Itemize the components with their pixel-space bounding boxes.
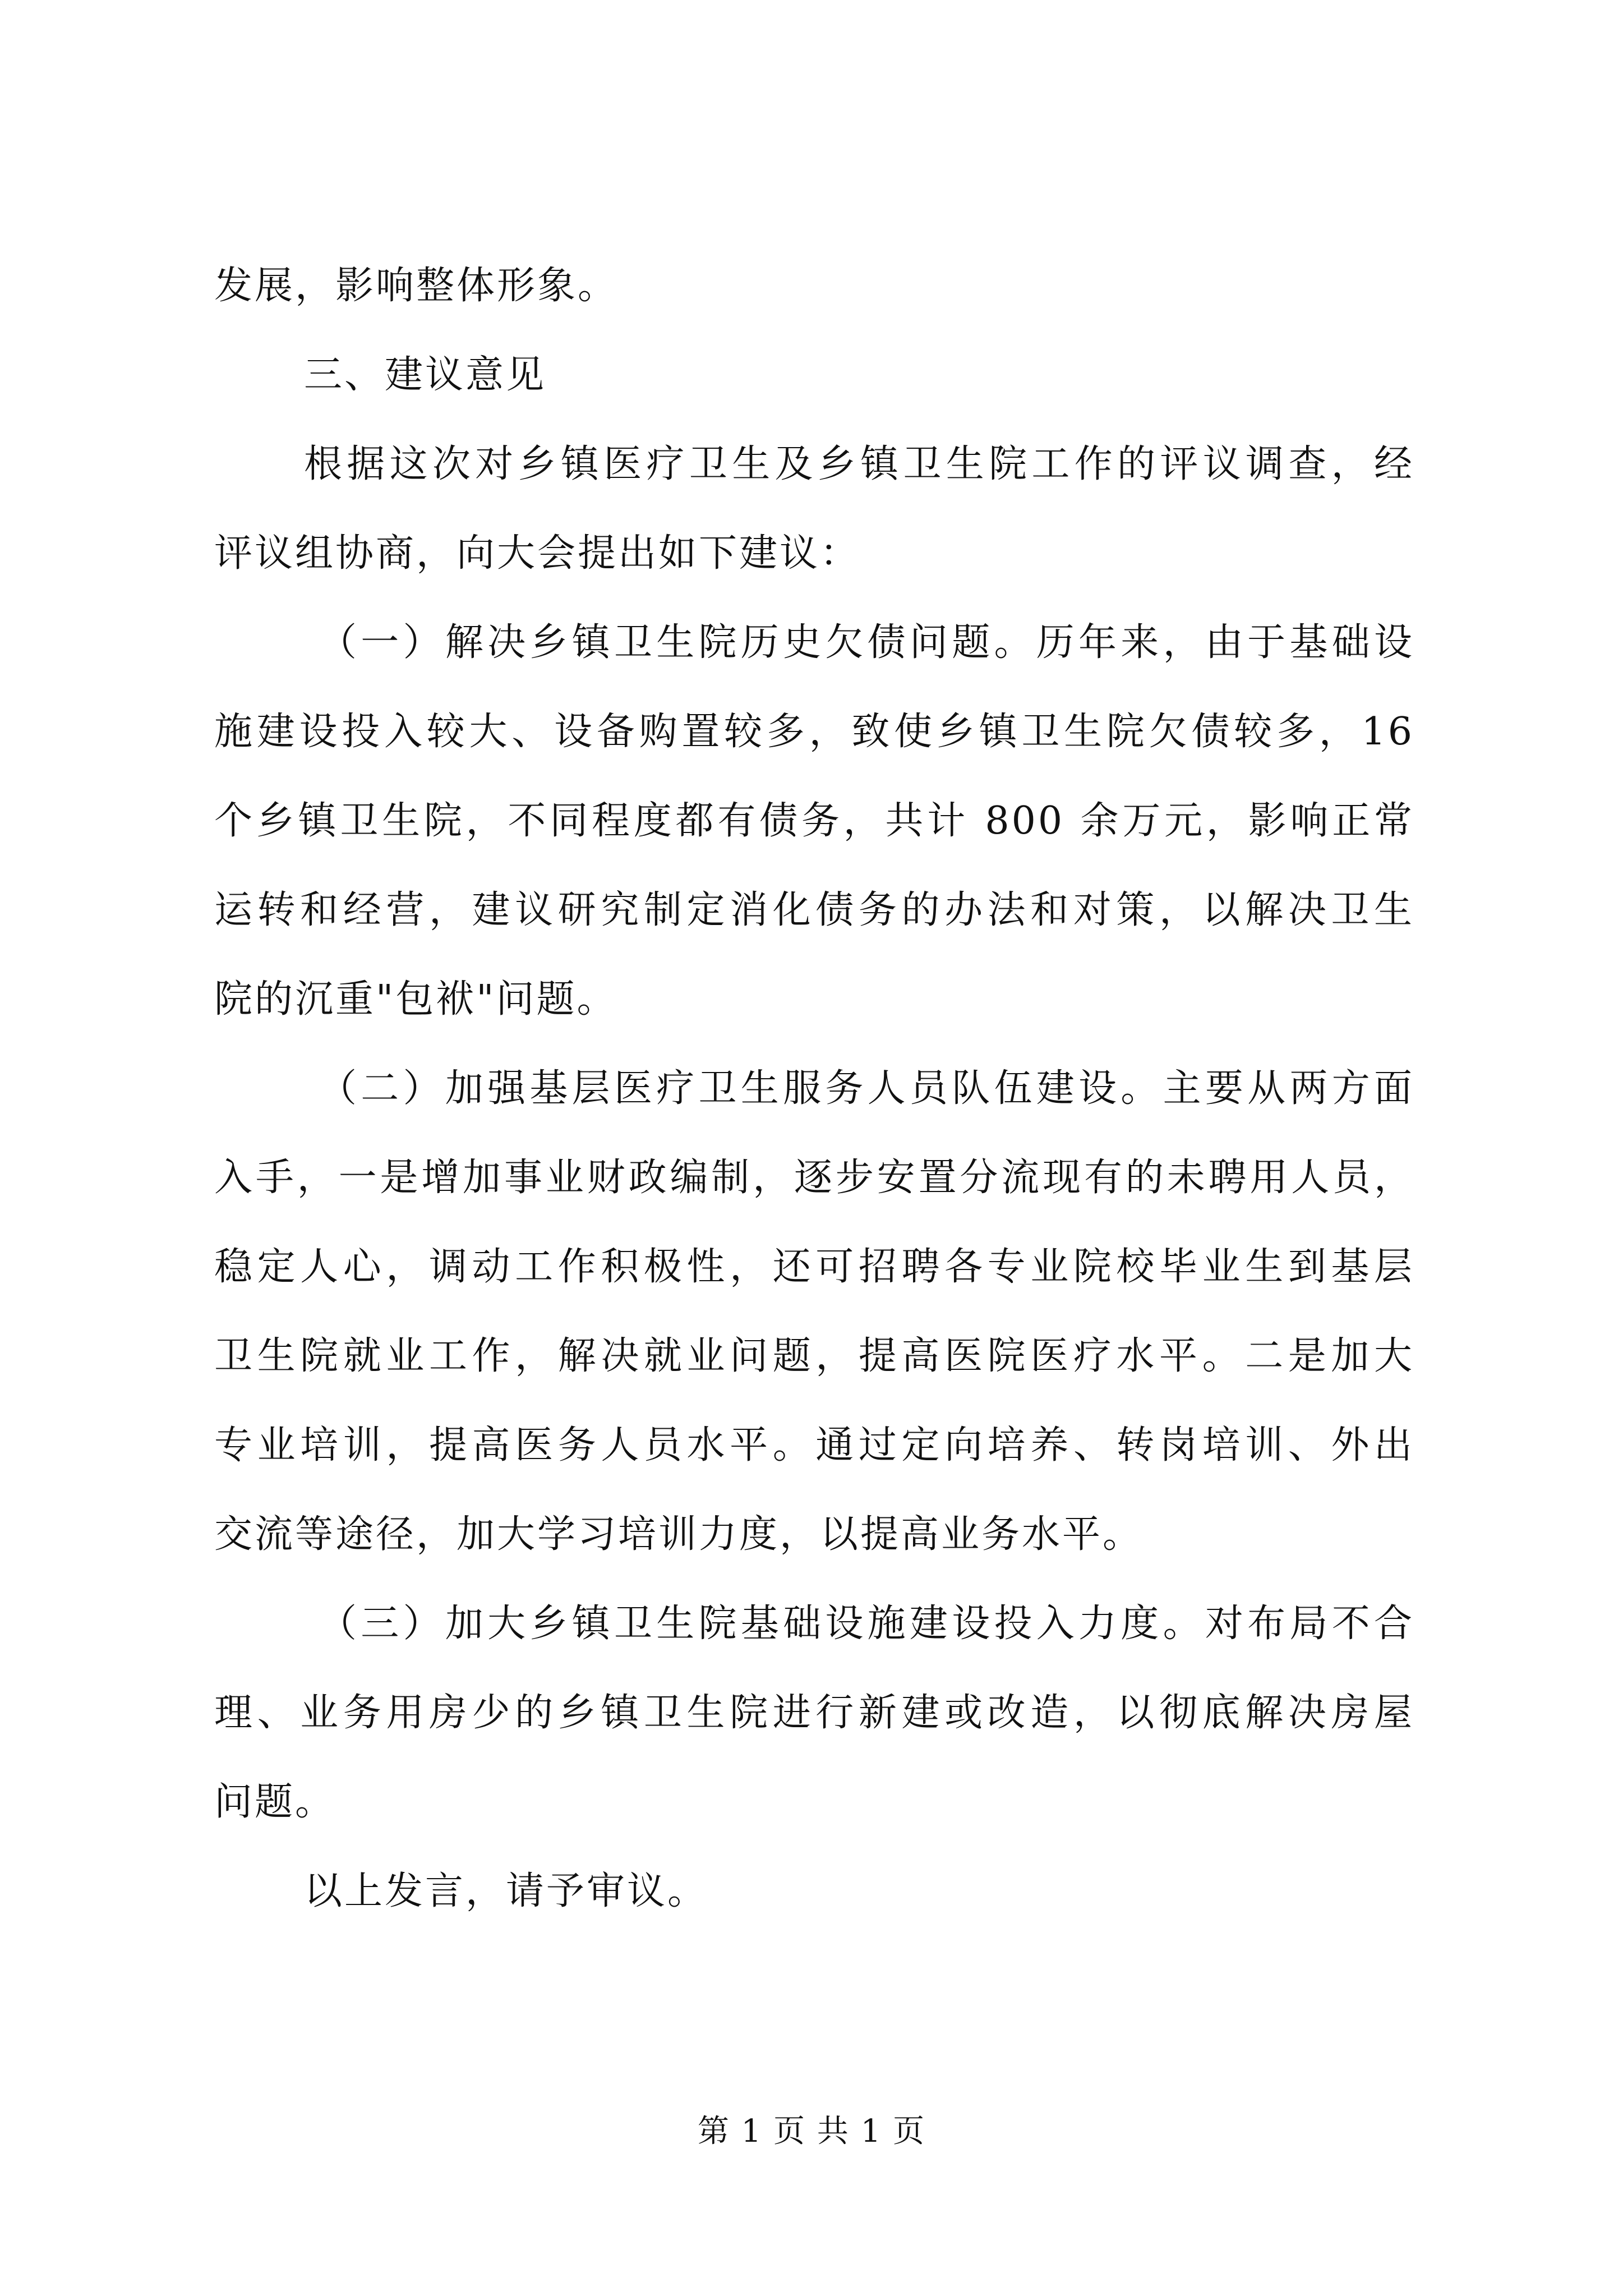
paragraph-line: 院的沉重"包袱"问题。 bbox=[214, 977, 617, 1022]
paragraph-line: 评议组协商，向大会提出如下建议： bbox=[214, 531, 861, 576]
paragraph-line: 稳定人心，调动工作积极性，还可招聘各专业院校毕业生到基层 bbox=[214, 1245, 1414, 1289]
paragraph-line: （三）加大乡镇卫生院基础设施建设投入力度。对布局不合 bbox=[319, 1602, 1414, 1646]
paragraph-line: （一）解决乡镇卫生院历史欠债问题。历年来，由于基础设 bbox=[319, 620, 1414, 665]
paragraph-line: 专业培训，提高医务人员水平。通过定向培养、转岗培训、外出 bbox=[214, 1423, 1414, 1467]
page-number-footer: 第 1 页 共 1 页 bbox=[697, 2113, 926, 2150]
paragraph-line: 交流等途径，加大学习培训力度，以提高业务水平。 bbox=[214, 1512, 1144, 1557]
document-body bbox=[214, 264, 1414, 1958]
paragraph-line: 根据这次对乡镇医疗卫生及乡镇卫生院工作的评议调查，经 bbox=[304, 442, 1414, 486]
paragraph-line: 个乡镇卫生院，不同程度都有债务，共计 800 余万元，影响正常 bbox=[214, 799, 1414, 843]
paragraph-line: 施建设投入较大、设备购置较多，致使乡镇卫生院欠债较多，16 bbox=[214, 710, 1414, 754]
paragraph-line: （二）加强基层医疗卫生服务人员队伍建设。主要从两方面 bbox=[319, 1066, 1414, 1111]
closing-line: 以上发言，请予审议。 bbox=[304, 1869, 708, 1913]
paragraph-line: 理、业务用房少的乡镇卫生院进行新建或改造，以彻底解决房屋 bbox=[214, 1691, 1414, 1735]
paragraph-line: 运转和经营，建议研究制定消化债务的办法和对策，以解决卫生 bbox=[214, 888, 1414, 932]
paragraph-line: 发展，影响整体形象。 bbox=[214, 264, 619, 308]
paragraph-line: 卫生院就业工作，解决就业问题，提高医院医疗水平。二是加大 bbox=[214, 1334, 1414, 1378]
section-heading: 三、建议意见 bbox=[304, 353, 547, 397]
paragraph-line: 问题。 bbox=[214, 1780, 336, 1824]
paragraph-line: 入手，一是增加事业财政编制，逐步安置分流现有的未聘用人员， bbox=[214, 1156, 1414, 1200]
